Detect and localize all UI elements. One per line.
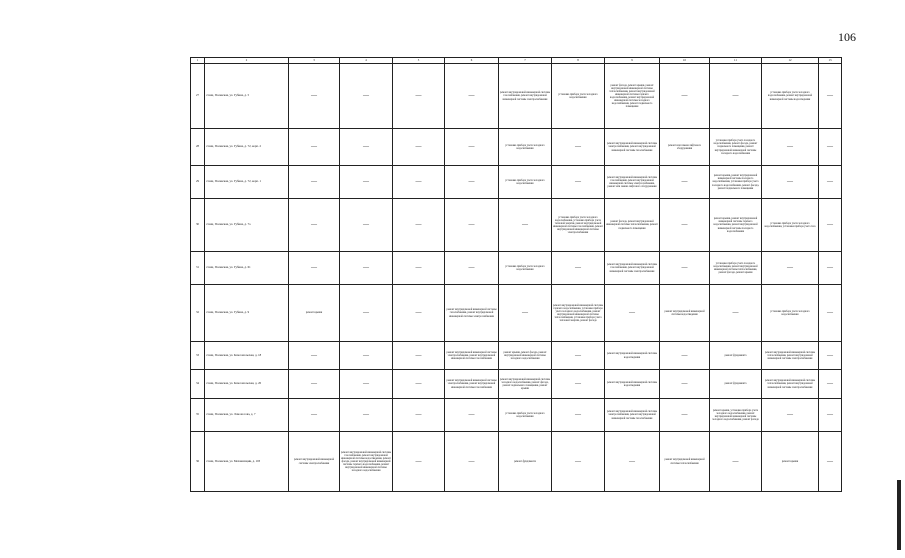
work-type-cell: ремонт внутридомовой инженерной системы электроснабжения, ремонт внутридомовой инженерной системы газоснабжения <box>445 370 499 399</box>
work-type-cell: — <box>660 342 710 370</box>
work-type-cell: — <box>393 166 445 199</box>
row-number-cell: 30 <box>191 199 205 252</box>
work-type-cell: — <box>710 432 762 492</box>
work-type-cell: ремонт внутридомовой инженерной системы газоснабжения, ремонт внутридомовой инженерной системы электроснабжения <box>445 285 499 342</box>
column-header-2: 2 <box>205 58 289 64</box>
work-type-cell: — <box>762 129 819 166</box>
work-type-cell: — <box>445 129 499 166</box>
column-header-10: 10 <box>660 58 710 64</box>
work-type-cell: — <box>289 166 340 199</box>
table-row <box>191 342 842 370</box>
work-type-cell: установка прибора учета холодного водоснабжения <box>499 399 552 432</box>
row-number-cell: 34 <box>191 370 205 399</box>
work-type-cell: — <box>499 199 552 252</box>
work-type-cell: установка прибора учета холодного водоснабжения <box>499 166 552 199</box>
work-type-cell: — <box>393 252 445 285</box>
work-type-cell: — <box>340 342 393 370</box>
work-type-cell: — <box>819 64 842 129</box>
work-type-cell: ремонт внутридомовой инженерной системы электроснабжения, ремонт внутридомовой инженерной системы газоснабжения <box>605 399 660 432</box>
column-header-9: 9 <box>605 58 660 64</box>
row-number-cell: 36 <box>191 432 205 492</box>
work-type-cell: ремонт крыши, ремонт внутридомовой инженерной системы горячего водоснабжения, ремонт внутридомовой инженерной системы холодного водоснабжения <box>710 199 762 252</box>
table-row <box>191 399 842 432</box>
work-type-cell: ремонт внутридомовой инженерной системы водоотведения <box>605 370 660 399</box>
column-header-1: 1 <box>191 58 205 64</box>
work-type-cell: — <box>340 252 393 285</box>
page-number: 106 <box>838 30 856 44</box>
column-header-6: 6 <box>445 58 499 64</box>
work-type-cell: — <box>552 252 605 285</box>
work-type-cell: — <box>289 199 340 252</box>
table-body <box>191 58 842 492</box>
work-type-cell: — <box>552 370 605 399</box>
work-type-cell: ремонт внутридомовой инженерной системы газоснабжения, ремонт внутридомовой инженерной системы электроснабжения <box>605 252 660 285</box>
address-cell: станц. Полевская, ул. Губина, д. 72, корп. 1 <box>205 166 289 199</box>
work-type-cell: ремонт фундамента <box>710 342 762 370</box>
work-type-cell: — <box>819 399 842 432</box>
table-row <box>191 64 842 129</box>
work-type-cell: — <box>819 285 842 342</box>
work-type-cell: — <box>660 64 710 129</box>
work-type-cell: ремонт или замена лифтового оборудования <box>660 129 710 166</box>
work-type-cell: ремонт внутридомовой инженерной системы электроснабжения, ремонт внутридомовой инженерной системы газоснабжения <box>445 342 499 370</box>
column-header-8: 8 <box>552 58 605 64</box>
row-number-cell: 33 <box>191 342 205 370</box>
work-type-cell: — <box>445 252 499 285</box>
work-type-cell: — <box>393 432 445 492</box>
table-row <box>191 432 842 492</box>
address-cell: станц. Полевская, ул. Губина, д. 7а <box>205 199 289 252</box>
work-type-cell: ремонт внутридомовой инженерной системы теплоснабжения, ремонт внутридомовой инженерной системы электроснабжения <box>762 342 819 370</box>
work-type-cell: ремонт внутридомовой инженерной системы электроснабжения, ремонт внутридомовой инженерной системы газоснабжения <box>605 129 660 166</box>
address-cell: станц. Полевская, ул. Ломоносова, д. 7 <box>205 399 289 432</box>
work-type-cell: установка прибора учета холодного водоснабжения, ремонт внутридомовой инженерной системы водоотведения <box>762 64 819 129</box>
row-number-cell: 35 <box>191 399 205 432</box>
work-type-cell: — <box>499 285 552 342</box>
work-type-cell: — <box>289 252 340 285</box>
row-number-cell: 32 <box>191 285 205 342</box>
work-type-cell: — <box>340 129 393 166</box>
work-type-cell: — <box>762 252 819 285</box>
work-type-cell: ремонт внутридомовой инженерной системы теплоснабжения <box>660 432 710 492</box>
work-type-cell: ремонт крыши, ремонт внутридомовой инженерной системы холодного водоснабжения, установка прибора учета холодного водоснабжения, ремонт фасада, ремонт подвального помещения <box>710 166 762 199</box>
work-type-cell: — <box>445 166 499 199</box>
work-type-cell: установка прибора учета холодного водоснабжения, установка прибора учета газа <box>762 199 819 252</box>
work-type-cell: — <box>393 342 445 370</box>
work-type-cell: установка прибора учета холодного водоснабжения <box>499 252 552 285</box>
work-type-cell: — <box>819 342 842 370</box>
work-type-cell: — <box>289 129 340 166</box>
work-type-cell: — <box>393 399 445 432</box>
work-type-cell: — <box>762 399 819 432</box>
address-cell: станц. Полевская, ул. Механизации, д. 103 <box>205 432 289 492</box>
work-type-cell: ремонт крыши, ремонт фасада, ремонт внутридомовой инженерной системы холодного водоснабжения <box>499 342 552 370</box>
work-type-cell: ремонт крыши <box>762 432 819 492</box>
work-type-cell: ремонт внутридомовой инженерной системы электроснабжения <box>289 432 340 492</box>
row-number-cell: 27 <box>191 64 205 129</box>
work-type-cell: — <box>393 370 445 399</box>
work-type-cell: ремонт внутридомовой инженерной системы газоснабжения, ремонт внутридомовой инженерной системы электроснабжения <box>499 64 552 129</box>
work-type-cell: — <box>605 285 660 342</box>
work-type-cell: — <box>552 166 605 199</box>
work-type-cell: — <box>340 399 393 432</box>
work-type-cell: ремонт крыши, установка прибора учета холодного водоснабжения, ремонт внутридомовой инженерной системы холодного водоснабжения, ремонт фасада <box>710 399 762 432</box>
column-header-12: 12 <box>762 58 819 64</box>
row-number-cell: 31 <box>191 252 205 285</box>
work-type-cell: установка прибора учета холодного водоснабжения <box>499 129 552 166</box>
table-row <box>191 199 842 252</box>
work-type-cell: установка прибора учета холодного водоснабжения, ремонт внутридомовой инженерной системы теплоснабжения, ремонт фасада, ремонт крыши <box>710 252 762 285</box>
work-type-cell: — <box>340 199 393 252</box>
work-type-cell: — <box>289 342 340 370</box>
table-row <box>191 370 842 399</box>
column-header-3: 3 <box>289 58 340 64</box>
work-type-cell: ремонт крыши <box>289 285 340 342</box>
work-type-cell: — <box>605 432 660 492</box>
work-type-cell: ремонт фасада, ремонт крыши, ремонт внутридомовой инженерной системы теплоснабжения, ремонт внутридомовой инженерной системы горячего водоснабжения, ремонт внутридомовой инженерной системы холодного водоснабжения, ремонт подвального помещения <box>605 64 660 129</box>
work-type-cell: — <box>393 64 445 129</box>
table-row <box>191 166 842 199</box>
work-type-cell: — <box>710 285 762 342</box>
work-type-cell: — <box>393 285 445 342</box>
address-cell: станц. Полевская, ул. Комсомольская, д. 18 <box>205 342 289 370</box>
work-type-cell: — <box>393 129 445 166</box>
work-type-cell: — <box>289 64 340 129</box>
work-type-cell: установка прибора учета холодного водоснабжения, ремонт фасада, ремонт подвального помещения, ремонт внутридомовой инженерной системы холодного водоснабжения <box>710 129 762 166</box>
work-type-cell: — <box>340 285 393 342</box>
work-type-cell: ремонт внутридомовой инженерной системы горячего водоснабжения, установка прибора учета холодного водоснабжения, ремонт внутридомовой инженерной системы теплоснабжения, установка прибора учета тепловой энергии, ремонт фасада <box>552 285 605 342</box>
work-type-cell: — <box>710 64 762 129</box>
row-number-cell: 28 <box>191 129 205 166</box>
work-type-cell: — <box>819 166 842 199</box>
work-type-cell: ремонт фундамента <box>499 432 552 492</box>
work-type-cell: — <box>660 370 710 399</box>
work-type-cell: — <box>762 166 819 199</box>
work-type-cell: — <box>445 399 499 432</box>
scan-edge-mark <box>897 480 901 550</box>
work-type-cell: — <box>660 252 710 285</box>
work-type-cell: ремонт внутридомовой инженерной системы водоотведения <box>605 342 660 370</box>
work-type-cell: — <box>552 432 605 492</box>
work-type-cell: — <box>819 199 842 252</box>
address-cell: станц. Полевская, ул. Губина, д. 9 <box>205 285 289 342</box>
capital-repair-table <box>190 57 842 492</box>
work-type-cell: ремонт внутридомовой инженерной системы теплоснабжения, ремонт внутридомовой инженерной системы электроснабжения <box>762 370 819 399</box>
work-type-cell: — <box>819 432 842 492</box>
column-header-4: 4 <box>340 58 393 64</box>
work-type-cell: — <box>552 342 605 370</box>
work-type-cell: — <box>340 64 393 129</box>
table-row <box>191 285 842 342</box>
work-type-cell: — <box>660 199 710 252</box>
row-number-cell: 29 <box>191 166 205 199</box>
work-type-cell: ремонт фасада, ремонт внутридомовой инженерной системы теплоснабжения, ремонт подвального помещения <box>605 199 660 252</box>
work-type-cell: — <box>552 129 605 166</box>
work-type-cell: — <box>445 64 499 129</box>
work-type-cell: ремонт внутридомовой инженерной системы холодного водоснабжения, ремонт фасада, ремонт подвального помещения, ремонт крыши <box>499 370 552 399</box>
work-type-cell: — <box>819 129 842 166</box>
work-type-cell: — <box>660 399 710 432</box>
work-type-cell: — <box>445 432 499 492</box>
work-type-cell: — <box>819 252 842 285</box>
work-type-cell: установка прибора учета холодного водоснабжения <box>552 64 605 129</box>
table-row <box>191 252 842 285</box>
address-cell: станц. Полевская, ул. Губина, д. 61 <box>205 252 289 285</box>
work-type-cell: — <box>552 399 605 432</box>
column-header-11: 11 <box>710 58 762 64</box>
address-cell: станц. Полевская, ул. Губина, д. 5 <box>205 64 289 129</box>
column-header-13: 13 <box>819 58 842 64</box>
work-type-cell: — <box>393 199 445 252</box>
work-type-cell: — <box>819 370 842 399</box>
work-type-cell: ремонт внутридомовой инженерной системы газоснабжения, ремонт внутридомовой инженерной системы водоотведения, ремонт фасада, ремонт внутридомовой инженерной системы горячего водоснабжения, ремонт внутридомовой инженерной системы холодного водоснабжения <box>340 432 393 492</box>
work-type-cell: ремонт внутридомовой инженерной системы водоотведения <box>660 285 710 342</box>
work-type-cell: установка прибора учета холодного водоснабжения, установка прибора учета тепловой энергии, ремонт внутридомовой инженерной системы газоснабжения, ремонт внутридомовой инженерной системы электроснабжения <box>552 199 605 252</box>
work-type-cell: — <box>289 370 340 399</box>
work-type-cell: установка прибора учета холодного водоснабжения <box>762 285 819 342</box>
work-type-cell: — <box>660 166 710 199</box>
work-type-cell: — <box>340 166 393 199</box>
address-cell: станц. Полевская, ул. Комсомольская, д. 20 <box>205 370 289 399</box>
work-type-cell: — <box>289 399 340 432</box>
work-type-cell: — <box>340 370 393 399</box>
table-row <box>191 129 842 166</box>
column-header-5: 5 <box>393 58 445 64</box>
address-cell: станц. Полевская, ул. Губина, д. 72, корп. 2 <box>205 129 289 166</box>
work-type-cell: ремонт фундамента <box>710 370 762 399</box>
column-header-7: 7 <box>499 58 552 64</box>
work-type-cell: — <box>445 199 499 252</box>
work-type-cell: ремонт внутридомовой инженерной системы газоснабжения, ремонт внутридомовой инженерной системы электроснабжения, ремонт или замена лифтового оборудования <box>605 166 660 199</box>
